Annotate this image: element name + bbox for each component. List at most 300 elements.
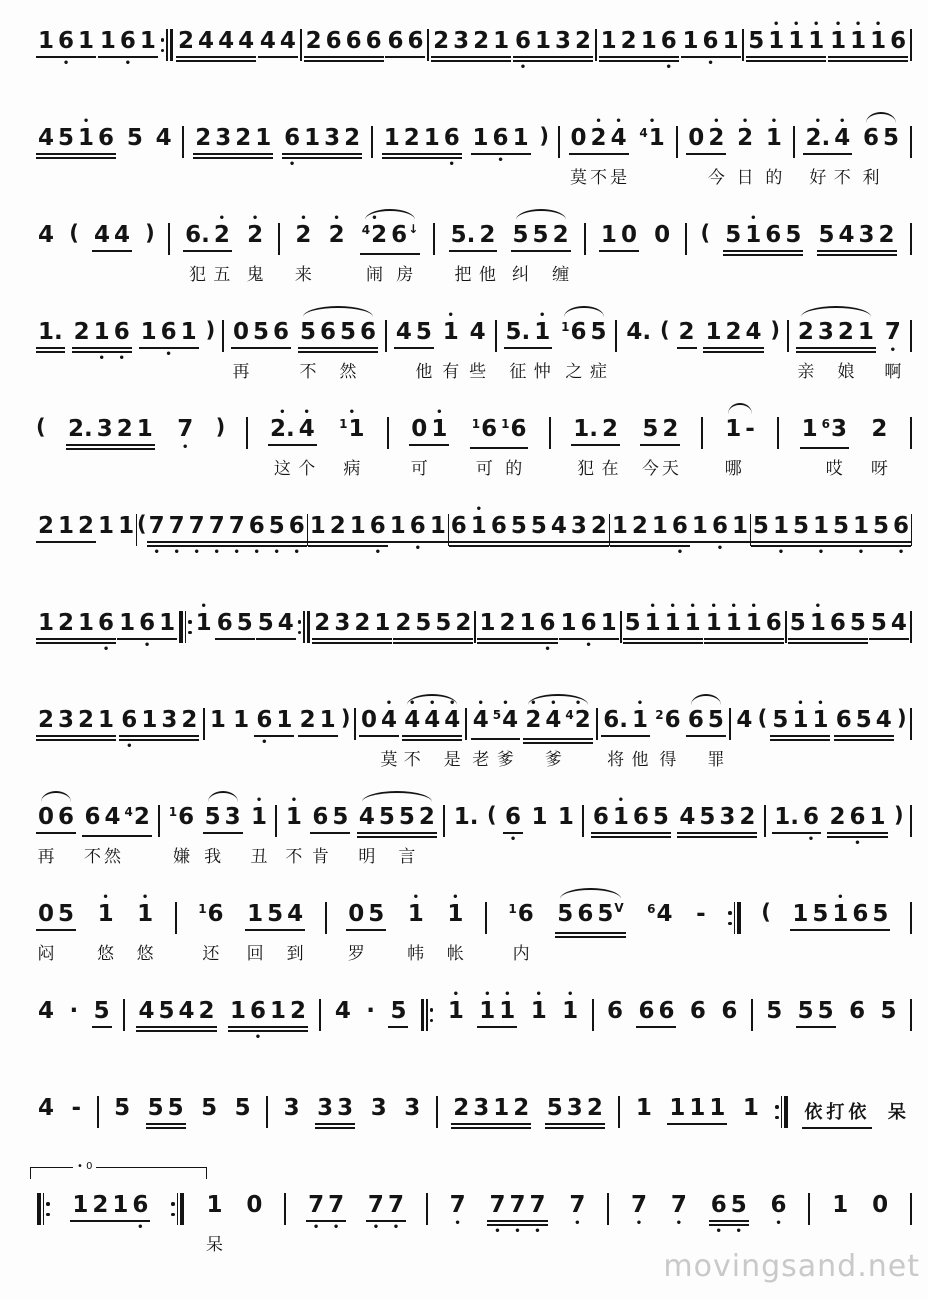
note: [868, 20, 888, 54]
note: [422, 117, 442, 151]
note-body: [696, 902, 706, 927]
barline: [182, 126, 184, 158]
thin-barline: [177, 1193, 179, 1225]
octave-dot-below: •: [448, 159, 455, 170]
note-body: [830, 611, 846, 636]
note-body: [137, 902, 153, 927]
note-body: [250, 999, 266, 1024]
lyric: 莫: [380, 750, 398, 770]
note-row: [599, 20, 679, 73]
note: [187, 505, 207, 558]
note-body: [214, 223, 230, 248]
beam-group: [529, 990, 549, 1024]
note-row: [441, 310, 461, 382]
beam-underline: [36, 541, 96, 543]
note-body: [808, 29, 824, 54]
note-digit: 7: [387, 1192, 404, 1218]
beam-underline: [451, 1127, 531, 1129]
note-body: [58, 805, 74, 830]
note-digit: 5: [58, 901, 75, 927]
beam-underline: [72, 347, 132, 349]
note-body: [873, 514, 889, 539]
note: [487, 1184, 507, 1237]
parenthesis: ): [539, 124, 549, 148]
note-row: [629, 1184, 649, 1229]
note-digit: 6: [248, 513, 265, 539]
note: [619, 20, 639, 54]
note-body: [94, 320, 110, 345]
beam-underline: [709, 1220, 749, 1222]
beam-group: [879, 990, 899, 1024]
note: [497, 990, 517, 1024]
note-digit: 6: [765, 222, 782, 248]
note-body: [92, 1193, 108, 1218]
beam-group: [282, 117, 362, 170]
beam-underline: [357, 832, 437, 834]
beam-underline: [636, 1026, 676, 1028]
note-body: [731, 1193, 747, 1218]
note-digit: 5: [510, 513, 527, 539]
note-body: [834, 126, 850, 151]
grace-note: 4: [639, 126, 648, 140]
note-body: [320, 708, 336, 733]
note-body: [765, 223, 781, 248]
note-digit: 5: [332, 804, 349, 830]
note-digit: 1.: [38, 319, 63, 345]
note-body: [473, 1096, 489, 1121]
note: [686, 699, 706, 733]
note-body: [455, 611, 471, 636]
octave-dot-below: •: [807, 834, 815, 845]
beam-underline: [136, 1026, 216, 1028]
score-line-4: [36, 311, 912, 408]
note-row: [709, 1184, 749, 1237]
beam-group: [605, 990, 625, 1024]
note-body: [788, 29, 804, 54]
note: [167, 505, 187, 558]
note-digit: 2: [247, 222, 264, 248]
note-row: [513, 20, 593, 73]
score-line-3: [36, 214, 912, 311]
note-body: [540, 611, 556, 636]
note-digit: 1: [631, 707, 648, 733]
note: [177, 990, 197, 1024]
octave-dot-above: •: [814, 601, 822, 612]
note-digit: 1: [562, 998, 579, 1024]
note-body: [745, 417, 755, 442]
beam-group: [529, 505, 609, 547]
note-body: [849, 999, 865, 1024]
note: [848, 602, 868, 636]
note-row: [723, 408, 757, 479]
note: [282, 117, 302, 170]
note-body: [284, 126, 300, 151]
note-digit: 2: [235, 125, 252, 151]
note-body: [732, 514, 748, 539]
lyric: 内: [512, 944, 530, 964]
octave-dot-below: •: [293, 547, 300, 558]
note-body: [832, 902, 848, 927]
barline: [426, 1193, 428, 1225]
note-digit: 6: [139, 610, 156, 636]
lyric: 今: [641, 459, 659, 479]
note-digit: 1: [119, 610, 136, 636]
note-row: [258, 20, 298, 54]
beam-group-slur: [686, 699, 726, 770]
note-row: [409, 407, 449, 479]
note: [511, 1087, 531, 1121]
note-digit: 4: [502, 707, 519, 733]
note: [377, 796, 397, 830]
note: [830, 1184, 850, 1218]
beam-underline: [298, 347, 378, 349]
note-row: [741, 1087, 761, 1121]
beam-underline: [36, 351, 65, 353]
note-body: [812, 708, 828, 733]
note: [67, 990, 80, 1024]
beam-underline: [591, 832, 671, 834]
note-body: [493, 708, 518, 736]
note: [385, 20, 405, 54]
note: [634, 1087, 654, 1121]
note-digit: 4: [380, 707, 397, 733]
note: [856, 311, 876, 345]
note-row: [228, 990, 308, 1043]
octave-dot-above: •: [502, 698, 509, 709]
note-digit: 6: [702, 28, 719, 54]
beam-underline: [176, 56, 256, 58]
octave-dot-below: •: [519, 62, 527, 73]
note-digit: 1.: [453, 804, 479, 830]
note-body: [858, 320, 874, 345]
note: [567, 1184, 587, 1229]
note-row: [388, 990, 408, 1024]
beam-group: [449, 214, 498, 285]
note: [216, 20, 236, 54]
note-digit: 1: [519, 610, 536, 636]
note-digit: 4: [834, 125, 851, 151]
note-digit: 5: [234, 1095, 251, 1121]
note: [861, 117, 881, 188]
note-digit: 2: [829, 804, 846, 830]
note: [137, 602, 157, 651]
beam-underline: [227, 541, 307, 543]
note-digit: 4: [679, 804, 696, 830]
beam-group: [431, 20, 511, 62]
octave-dot-below: •: [494, 1226, 501, 1237]
note-row: [449, 214, 498, 285]
note-body: [533, 223, 549, 248]
beam-underline: [449, 541, 529, 543]
note: [130, 1184, 150, 1233]
note: [92, 214, 112, 248]
note-row: [529, 505, 609, 539]
note: [70, 1184, 90, 1218]
beam-group: [599, 214, 639, 252]
octave-dot-above: •: [333, 213, 340, 224]
note-digit: 6: [492, 125, 509, 151]
note: [650, 505, 670, 539]
lyric: 再: [232, 362, 250, 382]
note-body: [529, 1193, 545, 1218]
note-digit: 1: [742, 1095, 759, 1121]
note-body: [725, 417, 741, 442]
beam-underline: [470, 447, 529, 449]
note: [706, 116, 726, 188]
beam-underline: [601, 735, 650, 737]
note-digit: 0: [620, 222, 637, 248]
note: [589, 116, 609, 188]
beam-group: [681, 20, 741, 69]
note-digit: 2: [181, 707, 198, 733]
octave-dot-above: •: [539, 310, 546, 321]
note-body: [706, 611, 722, 636]
note-row: [36, 505, 96, 539]
note-body: [642, 417, 658, 442]
note-body: [104, 805, 120, 830]
note-digit: 6: [98, 610, 115, 636]
beam-group: [36, 893, 76, 964]
note-body: [38, 126, 54, 151]
note-body: [337, 1096, 353, 1121]
lyric: 不: [590, 168, 608, 188]
note-body: [838, 320, 854, 345]
note-body: [332, 805, 348, 830]
note-digit: 1: [832, 901, 849, 927]
note: [36, 20, 56, 54]
note-body: [58, 126, 74, 151]
beam-group: [831, 505, 911, 558]
note-body: [72, 1096, 82, 1121]
note-row: [559, 311, 608, 382]
note-digit: 2: [479, 222, 496, 248]
note-digit: 5: [872, 901, 889, 927]
note: [110, 1184, 130, 1218]
note: [332, 602, 352, 636]
note-digit: 6: [671, 513, 688, 539]
note-row: [605, 990, 625, 1024]
note-body: [381, 708, 397, 733]
note: [710, 505, 730, 554]
note-body: [805, 126, 830, 151]
note-digit: 6: [160, 319, 177, 345]
note-body: [853, 514, 869, 539]
note-body: [690, 999, 706, 1024]
grace-note: 1: [198, 902, 207, 916]
beam-group: [686, 116, 726, 188]
note-digit: 6: [765, 610, 782, 636]
beam-underline: [504, 347, 553, 349]
note-body: [247, 223, 263, 248]
note-body: [723, 29, 739, 54]
note: [271, 311, 291, 345]
note: [497, 602, 517, 636]
note: [95, 408, 115, 442]
note: [585, 1087, 605, 1121]
note: [828, 602, 848, 636]
note-body: [708, 708, 724, 733]
beam-group: [193, 117, 273, 159]
note-body: [489, 1193, 505, 1218]
lyric: 是: [443, 750, 461, 770]
note-row: [694, 893, 708, 927]
note: [413, 602, 433, 636]
note-digit: 4: [277, 610, 294, 636]
note-body: [230, 999, 246, 1024]
note-body: [38, 223, 54, 248]
beam-group: [834, 699, 894, 741]
note-body: [444, 126, 460, 151]
note-digit: -: [696, 901, 706, 927]
note-digit: 2: [58, 610, 75, 636]
beam-group: [452, 796, 481, 830]
beam-underline: [193, 153, 273, 155]
note: [743, 214, 763, 248]
note-digit: 4: [472, 707, 489, 733]
octave-dot-above: •: [200, 601, 207, 612]
note-row: [135, 892, 155, 964]
note-body: [869, 805, 885, 830]
parenthesis: (: [69, 221, 79, 245]
note-body: [509, 1193, 525, 1218]
note-body: [148, 1096, 164, 1121]
beam-group: [869, 408, 889, 479]
note-row: [183, 213, 232, 285]
beam-group: [869, 602, 909, 640]
note: [669, 1184, 689, 1229]
note: [560, 990, 580, 1024]
note-body: [470, 320, 486, 345]
beam-group: [135, 892, 155, 964]
beam-group: [364, 990, 377, 1024]
note: [96, 117, 116, 151]
note-body: [354, 611, 370, 636]
note-digit: 6: [249, 998, 266, 1024]
note-body: [871, 417, 887, 442]
note-digit: 5: [832, 513, 849, 539]
repeat-dot: [728, 911, 732, 915]
beam-underline: [231, 347, 291, 349]
note: [709, 1184, 729, 1237]
note-body: [141, 320, 157, 345]
note-body: [883, 126, 899, 151]
beam-group: [333, 990, 353, 1024]
beam-underline: [92, 250, 132, 252]
note-body: [473, 708, 489, 733]
octave-dot-above: •: [102, 892, 109, 903]
octave-dot-above: •: [475, 504, 482, 515]
note-body: [424, 708, 440, 733]
note-row: [735, 116, 755, 188]
note-digit: 4: [178, 998, 195, 1024]
note-body: [416, 320, 432, 345]
beam-group: [591, 796, 671, 838]
beam-group: [506, 893, 535, 964]
note-body: [888, 1096, 910, 1125]
octave-dot-above: •: [218, 213, 226, 224]
note: [610, 505, 630, 539]
note: [322, 117, 342, 151]
note-body: [571, 126, 587, 151]
note-body: [58, 29, 74, 54]
note: [306, 1184, 326, 1233]
note-digit: 2: [290, 998, 307, 1024]
note: [652, 214, 672, 248]
note: [624, 311, 653, 345]
note: [741, 1087, 761, 1121]
beam-underline: [315, 1127, 355, 1129]
beam-underline: [315, 1123, 355, 1125]
grace-note: 6: [647, 902, 656, 916]
note-digit: 2: [662, 416, 679, 442]
note: [791, 505, 811, 539]
note-body: [850, 611, 866, 636]
note: [146, 1087, 166, 1121]
note-body: [270, 417, 295, 442]
note-digit: 7: [884, 319, 901, 345]
note: [746, 20, 766, 54]
note: [337, 407, 366, 479]
note-digit: 5: [870, 610, 887, 636]
note: [828, 20, 848, 54]
note: [723, 311, 743, 345]
beam-group: [503, 796, 523, 845]
octave-dot-above: •: [141, 892, 149, 903]
octave-dot-below: •: [675, 1218, 683, 1229]
beam-underline: [282, 153, 362, 155]
beam-group: [451, 1087, 531, 1129]
note-digit: 1: [137, 901, 154, 927]
barline: [354, 708, 356, 740]
note-body: [289, 514, 305, 539]
grace-note: 1: [501, 417, 510, 431]
note-digit: 5: [849, 610, 866, 636]
note: [609, 116, 629, 188]
thick-barline: [37, 1193, 41, 1225]
note: [96, 892, 116, 964]
note-body: [156, 126, 172, 151]
beam-underline: [511, 250, 571, 252]
beam-group: [645, 893, 674, 930]
note-body: [557, 902, 573, 927]
note-body: [534, 320, 550, 345]
note-row: [70, 1087, 84, 1121]
beam-group: [634, 1087, 654, 1121]
note: [96, 699, 116, 733]
note-digit: 4: [890, 610, 907, 636]
note-body: [229, 514, 245, 539]
octave-dot-above: •: [255, 795, 263, 806]
note: [215, 602, 235, 636]
repeat-end-sign: [297, 611, 312, 643]
beam-underline: [487, 1220, 547, 1222]
note-row: [98, 20, 158, 69]
note-row: [112, 1087, 132, 1121]
note-row: [769, 1184, 789, 1229]
note-digit: 2: [133, 804, 150, 830]
note-digit: 5: [339, 319, 356, 345]
repeat-dots: [775, 1105, 779, 1119]
note-body: [127, 126, 143, 151]
beam-group: [92, 990, 112, 1028]
note: [159, 311, 179, 360]
note-digit: 4: [279, 28, 296, 54]
lyric: 不: [285, 847, 303, 867]
note-digit: 2: [631, 513, 648, 539]
note-digit: 4.: [626, 319, 652, 345]
note-row: [828, 20, 908, 54]
octave-dot-below: •: [288, 159, 296, 170]
